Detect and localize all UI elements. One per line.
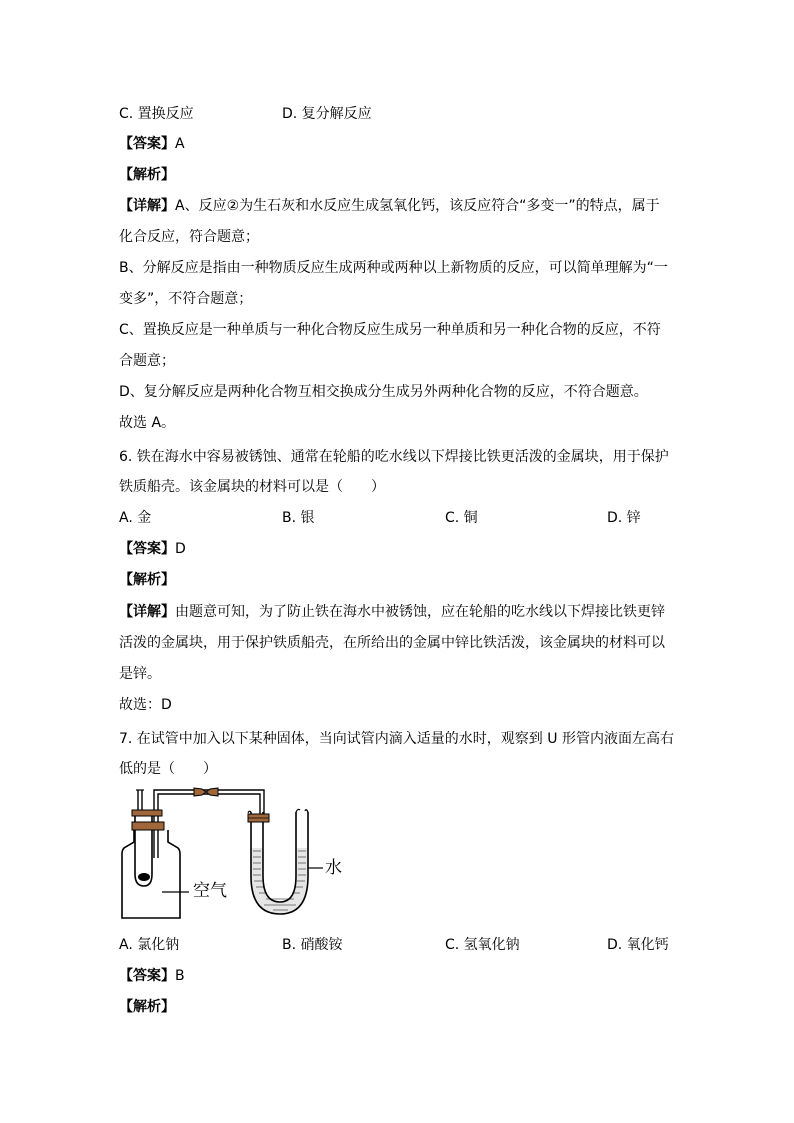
answer-tag: 【答案】: [119, 968, 175, 984]
q6-detail-line2: 活泼的金属块，用于保护铁质船壳，在所给出的金属中锌比铁活泼，该金属块的材料可以: [119, 635, 665, 651]
connecting-tube-outer: [154, 790, 264, 858]
q6-conclusion: 故选：D: [119, 697, 172, 713]
answer-value: D: [175, 541, 186, 557]
q7-option-d: D. 氧化钙: [607, 937, 669, 953]
bottle-stopper: [132, 822, 164, 830]
q6-stem-line1: 6. 铁在海水中容易被锈蚀、通常在轮船的吃水线以下焊接比铁更活泼的金属块，用于保护: [119, 449, 669, 465]
detail-text: 由题意可知，为了防止铁在海水中被锈蚀，应在轮船的吃水线以下焊接比铁更锌: [175, 604, 665, 620]
q5-answer: [119, 134, 185, 154]
q7-option-b: B. 硝酸铵: [282, 937, 343, 953]
q6-analysis-heading: 【解析】: [119, 572, 175, 588]
q5-detail-a-line1: [119, 196, 660, 216]
q5-analysis-heading: 【解析】: [119, 167, 175, 183]
rubber-joint: [194, 788, 218, 796]
test-tube-solid: [138, 873, 150, 881]
q7-analysis-heading: 【解析】: [119, 999, 175, 1015]
q6-option-a: A. 金: [119, 510, 152, 526]
answer-tag: 【答案】: [119, 136, 175, 152]
q5-option-d: D. 复分解反应: [282, 106, 372, 122]
q5-detail-b-line2: 变多”，不符合题意；: [119, 291, 253, 307]
q5-conclusion: 故选 A。: [119, 415, 176, 431]
answer-value: A: [175, 136, 185, 152]
u-tube-inner: [263, 812, 296, 902]
flask-bottle: [122, 830, 180, 918]
apparatus-diagram: [118, 786, 358, 922]
q7-stem-line2: 低的是（ ）: [119, 761, 217, 777]
connecting-tube-inner: [158, 794, 260, 858]
q6-stem-line2: 铁质船壳。该金属块的材料可以是（ ）: [119, 479, 385, 495]
label-air: 空气: [193, 881, 227, 901]
q6-option-b: B. 银: [282, 510, 315, 526]
q6-answer: [119, 539, 186, 559]
detail-tag: 【详解】: [119, 604, 175, 620]
q5-detail-d-line1: D、复分解反应是两种化合物互相交换成分生成另外两种化合物的反应，不符合题意。: [119, 384, 648, 400]
q6-detail-line3: 是锌。: [119, 666, 161, 682]
q5-option-c: C. 置换反应: [119, 106, 194, 122]
test-tube-stopper: [132, 810, 162, 816]
q7-option-c: C. 氢氧化钠: [445, 937, 520, 953]
q6-option-c: C. 铜: [445, 510, 478, 526]
apparatus-svg: [118, 786, 358, 922]
q7-answer: [119, 966, 185, 986]
answer-tag: 【答案】: [119, 541, 175, 557]
q5-detail-a-line2: 化合反应，符合题意；: [119, 229, 259, 245]
label-water: 水: [325, 858, 342, 878]
answer-value: B: [175, 968, 185, 984]
q6-detail-line1: [119, 602, 665, 622]
detail-tag: 【详解】: [119, 198, 175, 214]
q7-stem-line1: 7. 在试管中加入以下某种固体，当向试管内滴入适量的水时，观察到 U 形管内液面左高右: [119, 731, 674, 747]
q7-option-a: A. 氯化钠: [119, 937, 180, 953]
q5-detail-c-line1: C、置换反应是一种单质与一种化合物反应生成另一种单质和另一种化合物的反应，不符: [119, 322, 661, 338]
q5-detail-b-line1: B、分解反应是指由一种物质反应生成两种或两种以上新物质的反应，可以简单理解为“一: [119, 260, 668, 276]
q6-option-d: D. 锌: [607, 510, 641, 526]
q5-detail-c-line2: 合题意；: [119, 353, 175, 369]
detail-text: A、反应②为生石灰和水反应生成氢氧化钙，该反应符合“多变一”的特点，属于: [175, 198, 660, 214]
